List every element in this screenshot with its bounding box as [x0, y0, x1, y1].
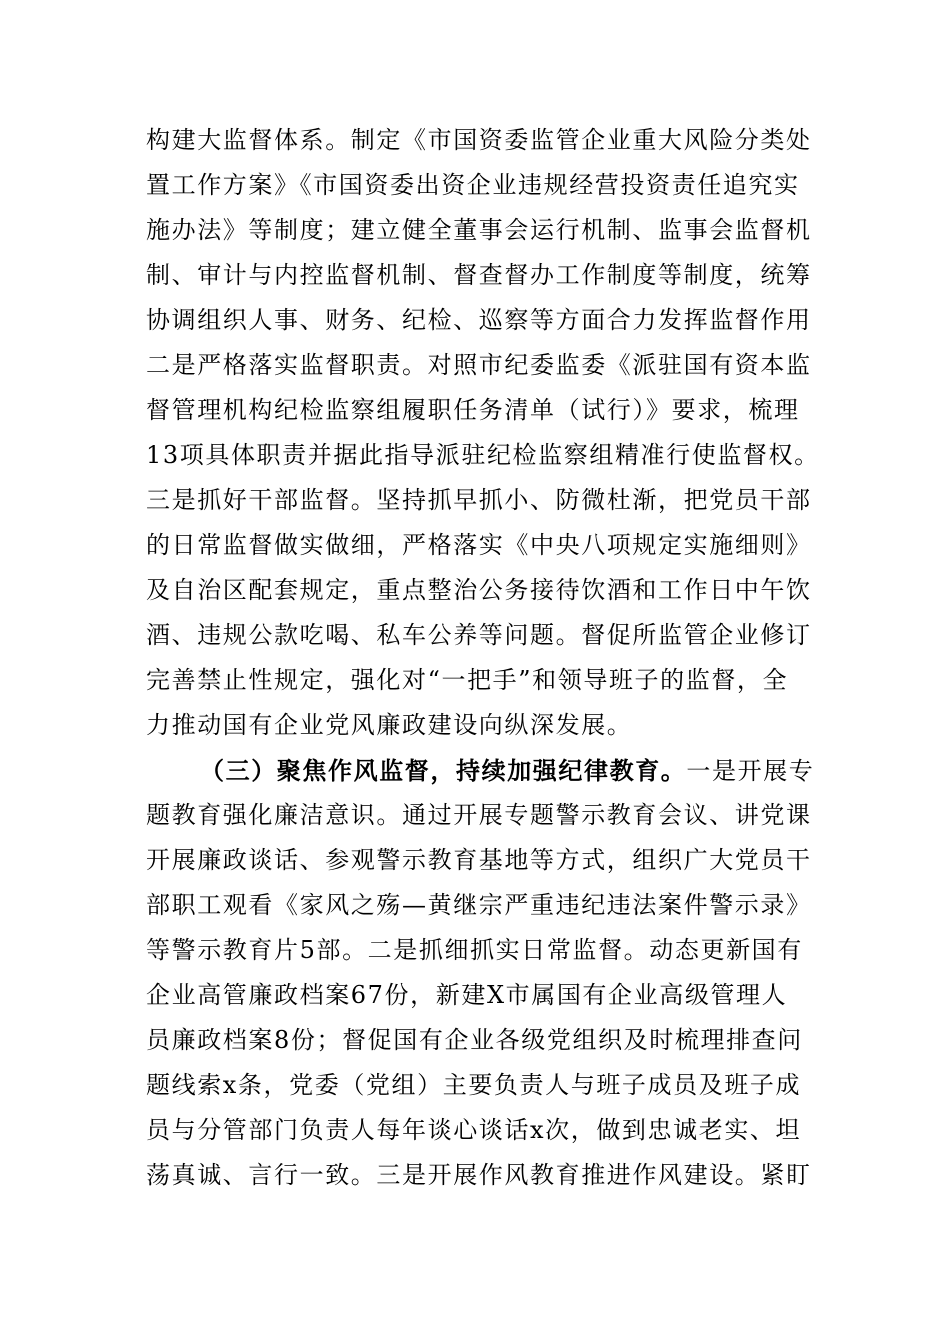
body-line: 制、审计与内控监督机制、督查督办工作制度等制度，统筹	[146, 261, 812, 289]
body-line: 构建大监督体系。制定《市国资委监管企业重大风险分类处	[146, 126, 812, 154]
body-line: 的日常监督做实做细，严格落实《中央八项规定实施细则》	[146, 531, 812, 559]
body-line: 员廉政档案8份；督促国有企业各级党组织及时梳理排查问	[146, 1026, 803, 1054]
body-line: 力推动国有企业党风廉政建设向纵深发展。	[146, 711, 633, 739]
body-line: 荡真诚、言行一致。三是开展作风教育推进作风建设。紧盯	[146, 1161, 812, 1189]
body-line: 督管理机构纪检监察组履职任务清单（试行）》要求，梳理	[146, 396, 800, 424]
body-line: 协调组织人事、财务、纪检、巡察等方面合力发挥监督作用	[146, 306, 812, 334]
section-three-first-line	[146, 748, 836, 793]
body-line: 员与分管部门负责人每年谈心谈话x次，做到忠诚老实、坦	[146, 1116, 802, 1144]
body-line: 酒、违规公款吃喝、私车公养等问题。督促所监管企业修订	[146, 621, 812, 649]
body-line: 置工作方案》《市国资委出资企业违规经营投资责任追究实	[146, 171, 800, 199]
body-line: 三是抓好干部监督。坚持抓早抓小、防微杜渐，把党员干部	[146, 486, 812, 514]
body-line: 企业高管廉政档案67份，新建X市属国有企业高级管理人	[146, 981, 788, 1009]
body-line: 等警示教育片5部。二是抓细抓实日常监督。动态更新国有	[146, 936, 803, 964]
body-line: 开展廉政谈话、参观警示教育基地等方式，组织广大党员干	[146, 846, 812, 874]
section-three-heading: （三）聚焦作风监督，持续加强纪律教育。	[200, 756, 687, 785]
body-line: 完善禁止性规定，强化对“一把手”和领导班子的监督，全	[146, 666, 789, 694]
body-line: 题线索x条，党委（党组）主要负责人与班子成员及班子成	[146, 1071, 802, 1099]
body-line: 13项具体职责并据此指导派驻纪检监察组精准行使监督权。	[146, 441, 820, 469]
body-line: 二是严格落实监督职责。对照市纪委监委《派驻国有资本监	[146, 351, 812, 379]
section-three-first-line-rest: 一是开展专	[686, 757, 815, 785]
document-body	[146, 118, 836, 1198]
body-line: 施办法》等制度；建立健全董事会运行机制、监事会监督机	[146, 216, 812, 244]
body-line: 及自治区配套规定，重点整治公务接待饮酒和工作日中午饮	[146, 576, 812, 604]
body-line: 题教育强化廉洁意识。通过开展专题警示教育会议、讲党课	[146, 801, 812, 829]
body-line: 部职工观看《家风之殇—黄继宗严重违纪违法案件警示录》	[146, 891, 812, 919]
